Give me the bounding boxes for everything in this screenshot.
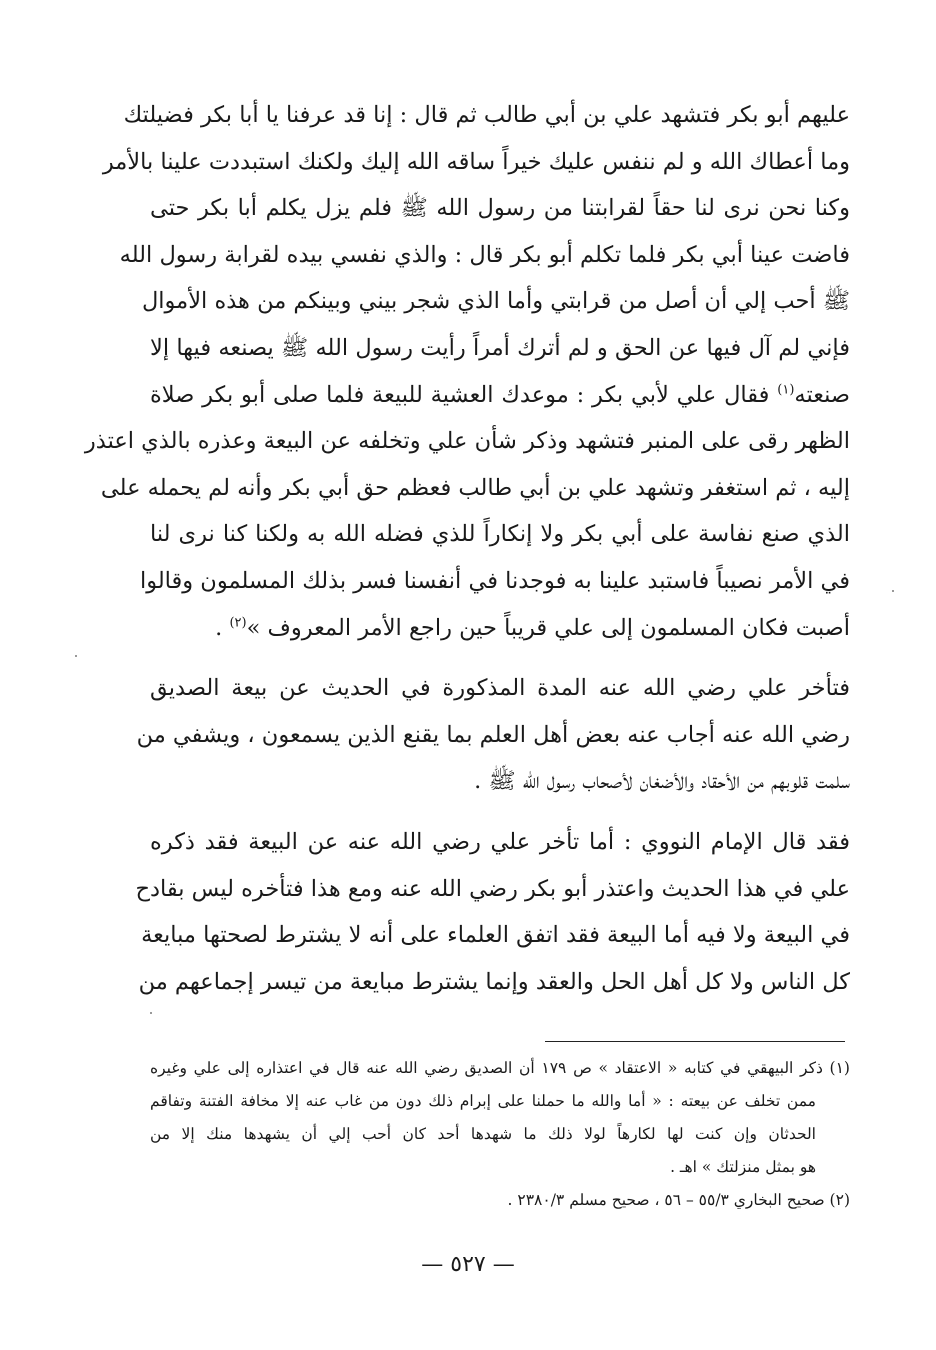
text-line: فإني لم آل فيها عن الحق و لم أترك أمراً رأيت رسول الله ﷺ يصنعه فيها إلا <box>150 334 850 361</box>
text-line: إليه ، ثم استغفر وتشهد علي بن أبي طالب فعظم حق أبي بكر وأنه لم يحمله على <box>100 474 850 501</box>
text-line: علي في هذا الحديث واعتذر أبو بكر رضي الله عنه ومع هذا فتأخره ليس بقادح <box>135 875 850 902</box>
footnote-marker: (١) <box>777 382 795 398</box>
footnote-line: (١) ذكر البيهقي في كتابه « الاعتقاد » ص ١٧٩ أن الصديق رضي الله عنه قال في اعتذاره إلى علي وغيره <box>150 1059 850 1077</box>
text-line-with-footnote <box>150 605 850 652</box>
footnotes <box>150 1052 850 1217</box>
text-fragment: . <box>215 614 223 641</box>
footnote-marker: (٢) <box>229 615 247 631</box>
footnote-line: ممن تخلف عن بيعته : « أما والله ما حملنا على إبرام ذلك دون من غاب عنه إلا مخافة الفتنة وتفاقم <box>150 1092 816 1110</box>
text-line: ﷺ أحب إلي أن أصل من قرابتي وأما الذي شجر بيني وبينكم من هذه الأموال <box>141 288 850 315</box>
text-line: رضي الله عنه أجاب عنه بعض أهل العلم بما يقنع الذين يسمعون ، ويشفي من <box>136 721 850 748</box>
footnote-line: (٢) صحيح البخاري ٥٥/٣ – ٥٦ ، صحيح مسلم ٢٣٨٠/٣ . <box>507 1191 850 1209</box>
text-fragment: فقال علي لأبي بكر : موعدك العشية للبيعة فلما صلى أبو بكر صلاة <box>150 381 770 408</box>
scan-speck <box>150 1012 152 1014</box>
text-line-with-footnote <box>150 372 850 419</box>
text-line: فاضت عينا أبي بكر فلما تكلم أبو بكر قال : والذي نفسي بيده لقرابة رسول الله <box>119 241 850 268</box>
main-text <box>84 92 850 1005</box>
text-line: الذي صنع نفاسة على أبي بكر ولا إنكاراً للذي فضله الله به ولكنا كنا نرى لنا <box>150 521 850 548</box>
text-line: عليهم أبو بكر فتشهد علي بن أبي طالب ثم قال : إنا قد عرفنا يا أبا بكر فضيلتك <box>123 102 850 128</box>
text-line: وما أعطاك الله و لم ننفس عليك خيراً ساقه الله إليك ولكنك استبددت علينا بالأمر <box>102 148 850 175</box>
text-line: فقد قال الإمام النووي : أما تأخر علي رضي الله عنه عن البيعة فقد ذكره <box>150 828 850 855</box>
text-line: وكنا نحن نرى لنا حقاً لقرابتنا من رسول الله ﷺ فلم يزل يكلم أبا بكر حتى <box>150 195 850 222</box>
text-line: في الأمر نصيباً فاستبد علينا به فوجدنا في أنفسنا فسر بذلك المسلمون وقالوا <box>139 567 850 594</box>
text-line: فتأخر علي رضي الله عنه المدة المذكورة في الحديث عن بيعة الصديق <box>150 675 850 702</box>
footnote-separator <box>545 1041 845 1042</box>
text-fragment: أصبت فكان المسلمون إلى علي قريباً حين راجع الأمر المعروف » <box>246 614 850 641</box>
scan-speck <box>892 590 894 592</box>
paragraph-gap <box>150 805 850 819</box>
text-line: الظهر رقى على المنبر فتشهد وذكر شأن علي وتخلفه عن البيعة وعذره بالذي اعتذر <box>84 428 850 455</box>
text-line: سلمت قلوبهم من الأحقاد والأضغان لأصحاب رسول الله ﷺ . <box>474 768 850 795</box>
paragraph-gap <box>150 651 850 665</box>
footnote-line: الحدثان وإن كنت لها لكارهاً لولا ذلك ما شهدها أحد كان أحب إلي أن يشهدها منك إلا من <box>150 1125 816 1143</box>
footnote-line: هو بمثل منزلتك » اهـ . <box>670 1158 816 1176</box>
scan-speck <box>75 655 77 657</box>
page-number: — ٥٢٧ — <box>421 1252 515 1277</box>
text-line: في البيعة ولا فيه أما البيعة فقد اتفق العلماء على أنه لا يشترط لصحتها مبايعة <box>141 922 850 949</box>
text-fragment: صنعته <box>794 381 850 408</box>
text-line: كل الناس ولا كل أهل الحل والعقد وإنما يشترط مبايعة من تيسر إجماعهم من <box>138 968 850 995</box>
